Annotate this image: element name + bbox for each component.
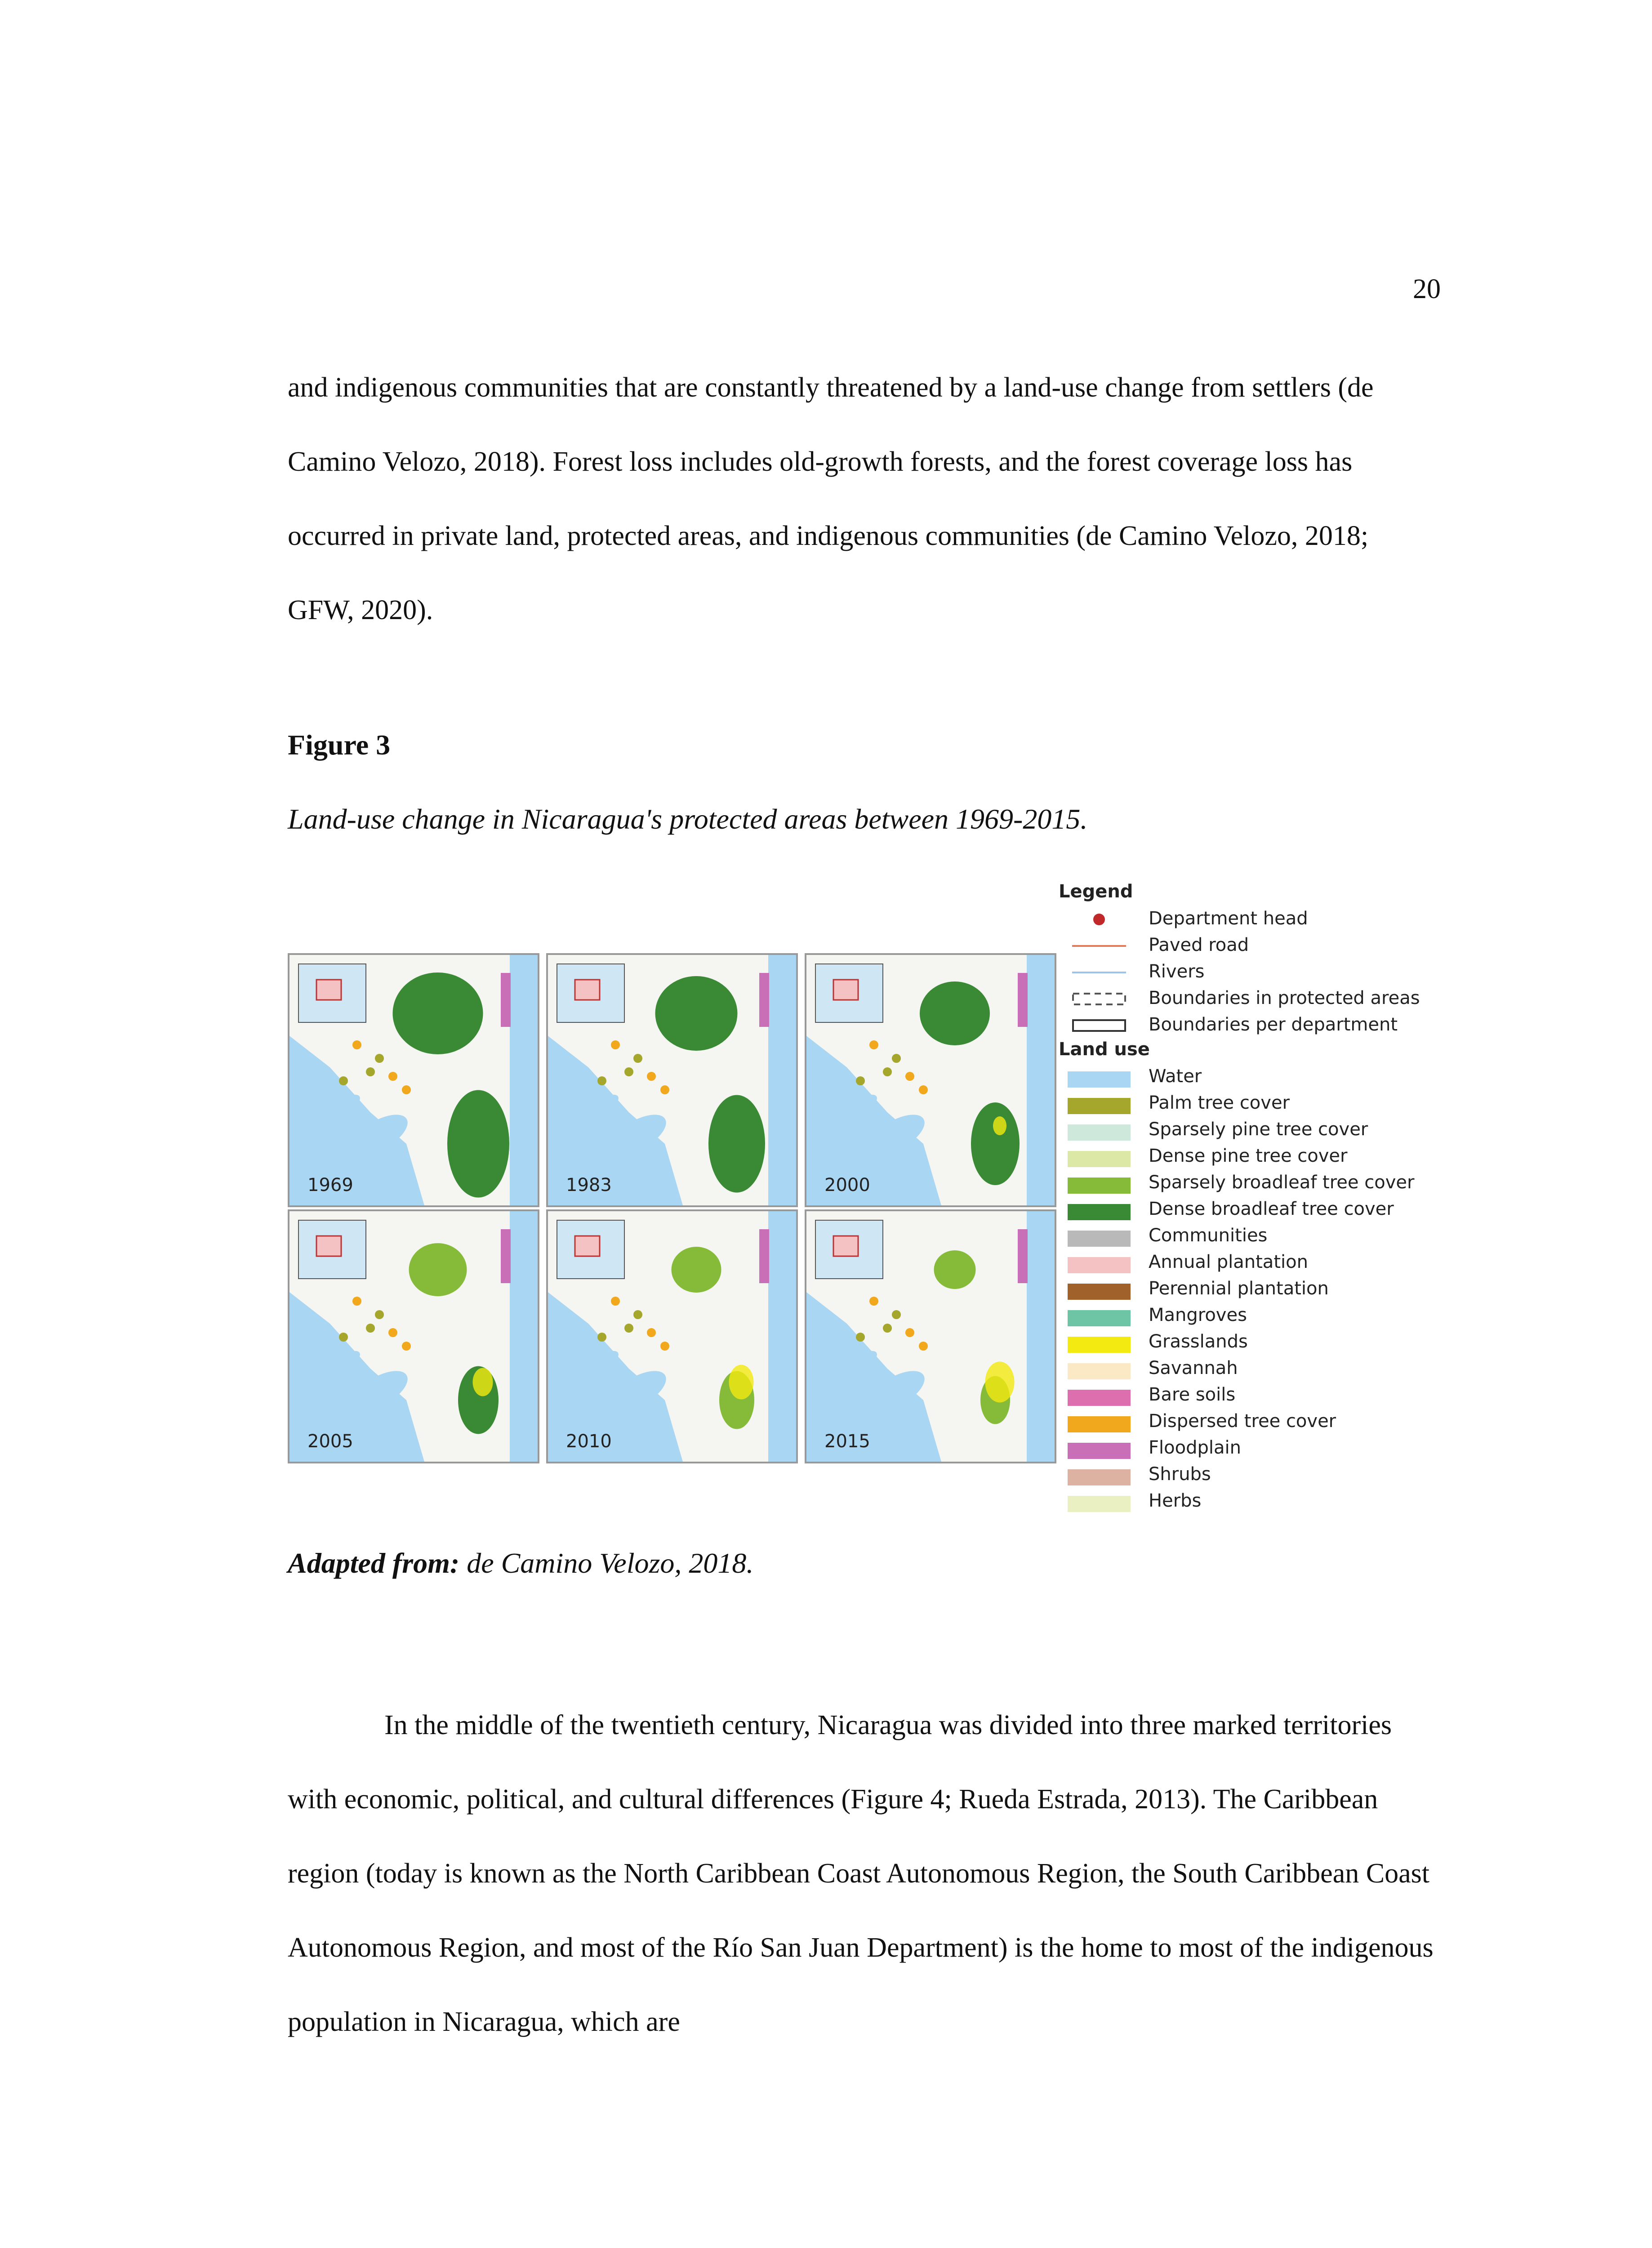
land-patch (624, 1067, 633, 1076)
land-patch (883, 1067, 892, 1076)
land-patch (856, 1076, 865, 1085)
bosawas-forest (393, 972, 483, 1054)
legend-row (1059, 906, 1463, 933)
map-year-label: 1969 (307, 1175, 353, 1195)
land-patch (388, 1328, 397, 1337)
page-number: 20 (1413, 274, 1441, 304)
legend-label: Boundaries per department (1149, 1014, 1398, 1035)
legend-title: Legend (1059, 881, 1133, 902)
color-swatch (1068, 1310, 1131, 1326)
legend-label: Department head (1149, 908, 1308, 929)
legend-label: Floodplain (1149, 1437, 1241, 1458)
nicaragua-map-1969 (289, 955, 538, 1205)
nicaragua-map-2015 (806, 1211, 1055, 1462)
legend-row (1059, 1223, 1463, 1250)
land-use-title: Land use (1059, 1039, 1150, 1060)
land-patch (402, 1342, 411, 1351)
legend-label: Paved road (1149, 935, 1249, 955)
land-patch (339, 1076, 348, 1085)
legend-row (1059, 1250, 1463, 1276)
floodplain-strip (1018, 1229, 1028, 1283)
legend-row (1059, 1436, 1463, 1462)
caribbean-sea (510, 1211, 538, 1462)
land-patch (869, 1040, 878, 1049)
legend-row (1059, 1276, 1463, 1303)
inset-highlight (575, 1236, 600, 1256)
grassland-area (473, 1368, 493, 1396)
caribbean-sea (768, 955, 796, 1205)
line-icon (1068, 938, 1131, 954)
caribbean-sea (768, 1211, 796, 1462)
land-patch (611, 1040, 620, 1049)
map-year-label: 2000 (824, 1175, 870, 1195)
legend-label: Shrubs (1149, 1464, 1211, 1485)
bosawas-forest (934, 1250, 976, 1289)
adapted-source: de Camino Velozo, 2018. (459, 1547, 754, 1579)
land-patch (352, 1297, 361, 1306)
legend-label: Sparsely pine tree cover (1149, 1119, 1368, 1140)
indio-maiz-forest (447, 1090, 509, 1198)
color-swatch (1068, 1284, 1131, 1300)
land-patch (388, 1072, 397, 1081)
land-patch (892, 1054, 901, 1063)
legend-row (1059, 1012, 1463, 1039)
floodplain-strip (501, 1229, 511, 1283)
land-patch (892, 1310, 901, 1319)
legend-row (1059, 1383, 1463, 1409)
legend-label: Grasslands (1149, 1331, 1248, 1352)
color-swatch (1068, 1098, 1131, 1114)
color-swatch (1068, 1416, 1131, 1432)
legend-label: Bare soils (1149, 1384, 1236, 1405)
grassland-area (993, 1116, 1006, 1135)
floodplain-strip (759, 973, 769, 1027)
color-swatch (1068, 1124, 1131, 1141)
legend-label: Water (1149, 1066, 1202, 1087)
legend-row (1059, 1144, 1463, 1170)
land-patch (375, 1054, 384, 1063)
dashed-boundary-icon (1068, 991, 1131, 1007)
map-panel-2005 (288, 1209, 539, 1463)
map-panel-2010 (546, 1209, 798, 1463)
map-year-label: 2015 (824, 1431, 870, 1452)
legend-label: Perennial plantation (1149, 1278, 1329, 1299)
land-patch (660, 1085, 669, 1094)
bosawas-forest (655, 976, 738, 1051)
rect-outline-icon (1068, 1018, 1131, 1033)
legend-row (1059, 986, 1463, 1012)
legend-label: Dispersed tree cover (1149, 1411, 1336, 1432)
land-patch (905, 1328, 914, 1337)
legend-label: Communities (1149, 1225, 1268, 1246)
inset-highlight (833, 980, 858, 1000)
land-patch (633, 1310, 642, 1319)
land-patch (633, 1054, 642, 1063)
land-patch (611, 1297, 620, 1306)
indio-maiz-forest (971, 1102, 1020, 1185)
legend-row (1059, 1064, 1463, 1091)
nicaragua-map-1983 (548, 955, 796, 1205)
figure-title: Land-use change in Nicaragua's protected areas between 1969-2015. (288, 803, 1088, 835)
inset-highlight (316, 1236, 341, 1256)
land-patch (366, 1324, 375, 1333)
bosawas-forest (409, 1243, 467, 1296)
legend-label: Rivers (1149, 961, 1205, 982)
map-year-label: 1983 (566, 1175, 612, 1195)
map-panel-2000 (805, 953, 1056, 1207)
map-panel-2015 (805, 1209, 1056, 1463)
map-panel-1983 (546, 953, 798, 1207)
color-swatch (1068, 1151, 1131, 1167)
map-legend (1059, 881, 1463, 1515)
map-year-label: 2010 (566, 1431, 612, 1452)
line-icon (1068, 965, 1131, 980)
color-swatch (1068, 1337, 1131, 1353)
color-swatch (1068, 1469, 1131, 1485)
legend-symbol-list (1059, 906, 1463, 1039)
indio-maiz-forest (708, 1095, 765, 1193)
map-year-label: 2005 (307, 1431, 353, 1452)
land-patch (905, 1072, 914, 1081)
land-patch (339, 1333, 348, 1342)
grassland-area (985, 1362, 1015, 1403)
legend-land-use-list (1059, 1064, 1463, 1515)
land-patch (869, 1297, 878, 1306)
legend-label: Palm tree cover (1149, 1093, 1290, 1113)
land-patch (597, 1333, 606, 1342)
land-patch (352, 1040, 361, 1049)
land-patch (647, 1072, 656, 1081)
legend-row (1059, 1409, 1463, 1436)
caribbean-sea (1027, 955, 1055, 1205)
bosawas-forest (920, 981, 990, 1045)
land-patch (624, 1324, 633, 1333)
legend-row (1059, 1117, 1463, 1144)
legend-row (1059, 1462, 1463, 1489)
land-patch (375, 1310, 384, 1319)
figure-map-grid (288, 953, 1056, 1470)
land-patch (919, 1085, 928, 1094)
legend-label: Mangroves (1149, 1305, 1247, 1325)
legend-row (1059, 1170, 1463, 1197)
bottom-paragraph: In the middle of the twentieth century, Nicaragua was divided into three marked territories with economic, political, and cultural differences (Figure 4; Rueda Estrada, 2013). The Caribbean region (today is known as the North Caribbean Coast Autonomous Region, the South Caribbean Coast Autonomous Region, and most of the Río San Juan Department) is the home to most of the indigenous population in Nicaragua, which are (288, 1710, 1434, 2037)
land-patch (647, 1328, 656, 1337)
legend-label: Herbs (1149, 1490, 1202, 1511)
nicaragua-map-2000 (806, 955, 1055, 1205)
floodplain-strip (1018, 973, 1028, 1027)
land-patch (366, 1067, 375, 1076)
figure-label: Figure 3 (288, 729, 391, 761)
grassland-area (729, 1365, 754, 1400)
legend-label: Sparsely broadleaf tree cover (1149, 1172, 1415, 1193)
inset-highlight (575, 980, 600, 1000)
nicaragua-map-2010 (548, 1211, 796, 1462)
legend-label: Boundaries in protected areas (1149, 988, 1420, 1008)
color-swatch (1068, 1496, 1131, 1512)
bosawas-forest (672, 1247, 721, 1293)
legend-label: Dense broadleaf tree cover (1149, 1199, 1394, 1219)
land-patch (856, 1333, 865, 1342)
legend-label: Annual plantation (1149, 1252, 1308, 1272)
floodplain-strip (501, 973, 511, 1027)
color-swatch (1068, 1204, 1131, 1220)
color-swatch (1068, 1231, 1131, 1247)
color-swatch (1068, 1363, 1131, 1379)
land-patch (660, 1342, 669, 1351)
legend-row (1059, 959, 1463, 986)
color-swatch (1068, 1257, 1131, 1273)
legend-row (1059, 1489, 1463, 1515)
dot-icon (1068, 912, 1131, 927)
land-patch (597, 1076, 606, 1085)
adapted-label: Adapted from: (288, 1547, 460, 1579)
legend-row (1059, 933, 1463, 959)
legend-row (1059, 1303, 1463, 1329)
color-swatch (1068, 1443, 1131, 1459)
land-patch (883, 1324, 892, 1333)
legend-row (1059, 1197, 1463, 1223)
legend-label: Dense pine tree cover (1149, 1146, 1348, 1166)
legend-row (1059, 1329, 1463, 1356)
nicaragua-map-2005 (289, 1211, 538, 1462)
land-patch (919, 1342, 928, 1351)
map-panel-1969 (288, 953, 539, 1207)
figure-source (288, 1547, 753, 1580)
color-swatch (1068, 1390, 1131, 1406)
caribbean-sea (510, 955, 538, 1205)
caribbean-sea (1027, 1211, 1055, 1462)
color-swatch (1068, 1178, 1131, 1194)
inset-highlight (316, 980, 341, 1000)
legend-label: Savannah (1149, 1358, 1238, 1378)
legend-row (1059, 1356, 1463, 1383)
legend-row (1059, 1091, 1463, 1117)
floodplain-strip (759, 1229, 769, 1283)
top-paragraph: and indigenous communities that are constantly threatened by a land-use change from settlers (de Camino Velozo, 2018). Forest loss includes old-growth forests, and the forest coverage loss has occurred in private land, protected areas, and indigenous communities (de Camino Velozo, 2018; GFW, 2020). (288, 372, 1374, 625)
inset-highlight (833, 1236, 858, 1256)
color-swatch (1068, 1071, 1131, 1088)
land-patch (402, 1085, 411, 1094)
